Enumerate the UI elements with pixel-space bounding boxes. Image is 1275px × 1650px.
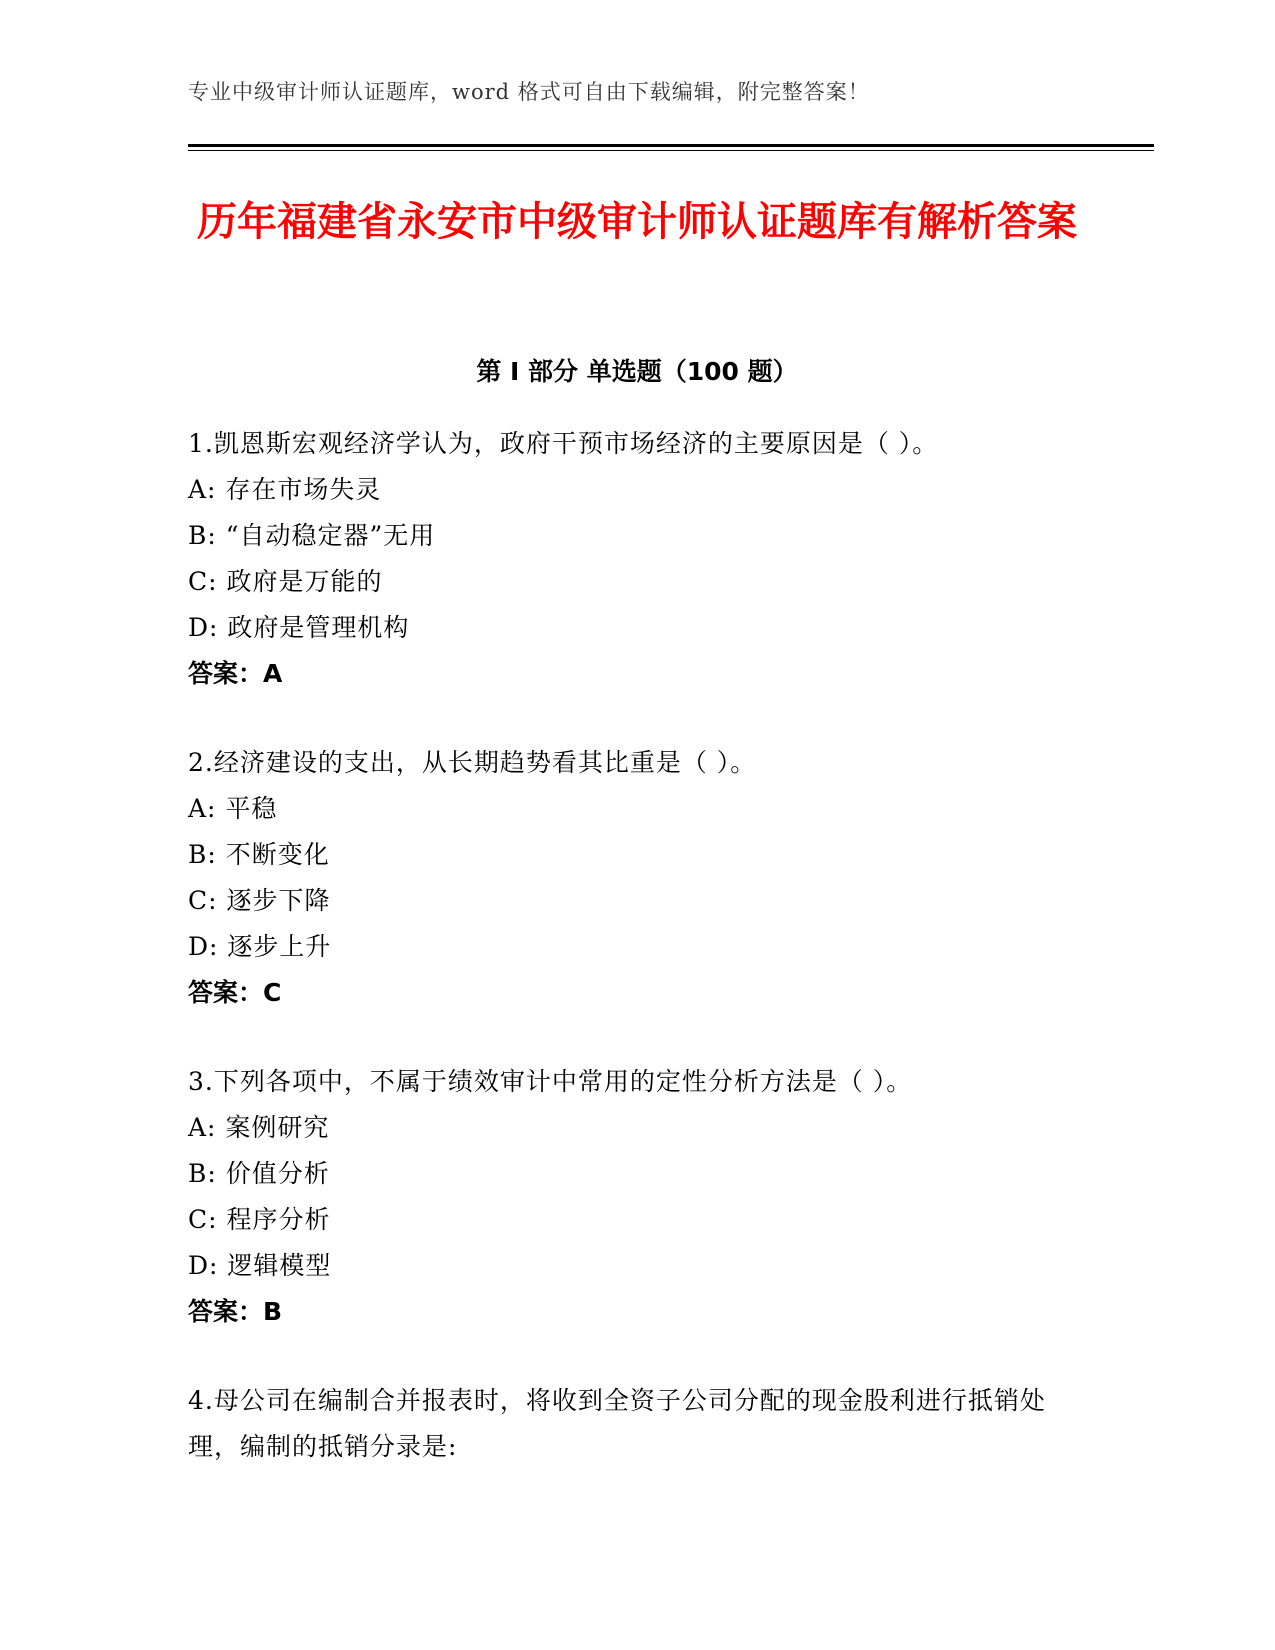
question-stem: 1.凯恩斯宏观经济学认为，政府干预市场经济的主要原因是（ ）。 (188, 429, 939, 458)
answer: 答案：A (188, 659, 283, 688)
option-d: D: 逻辑模型 (188, 1251, 332, 1280)
option-c: C: 逐步下降 (188, 886, 331, 915)
question-stem: 4.母公司在编制合并报表时，将收到全资子公司分配的现金股利进行抵销处理，编制的抵销分录是: (188, 1386, 1046, 1461)
section-title: 第 I 部分 单选题（100 题） (476, 357, 798, 386)
question-stem: 3.下列各项中，不属于绩效审计中常用的定性分析方法是（ ）。 (188, 1067, 913, 1096)
option-d: D: 逐步上升 (188, 932, 332, 961)
option-a: A: 存在市场失灵 (188, 475, 382, 504)
question-4 (188, 1378, 1068, 1470)
answer: 答案：C (188, 978, 282, 1007)
option-a: A: 案例研究 (188, 1113, 330, 1142)
option-b: B: “自动稳定器”无用 (188, 521, 436, 550)
option-b: B: 价值分析 (188, 1159, 330, 1188)
question-2 (188, 740, 1088, 1016)
header-rule-thin (188, 150, 1154, 151)
option-c: C: 程序分析 (188, 1205, 331, 1234)
option-d: D: 政府是管理机构 (188, 613, 410, 642)
question-3 (188, 1059, 1088, 1335)
question-stem: 2.经济建设的支出，从长期趋势看其比重是（ ）。 (188, 748, 757, 777)
header-note: 专业中级审计师认证题库，word 格式可自由下载编辑，附完整答案！ (188, 80, 870, 104)
option-a: A: 平稳 (188, 794, 278, 823)
header-rule-thick (188, 144, 1154, 147)
document-title: 历年福建省永安市中级审计师认证题库有解析答案 (197, 199, 1077, 245)
answer: 答案：B (188, 1297, 283, 1326)
option-c: C: 政府是万能的 (188, 567, 383, 596)
option-b: B: 不断变化 (188, 840, 330, 869)
question-1 (188, 421, 1088, 697)
